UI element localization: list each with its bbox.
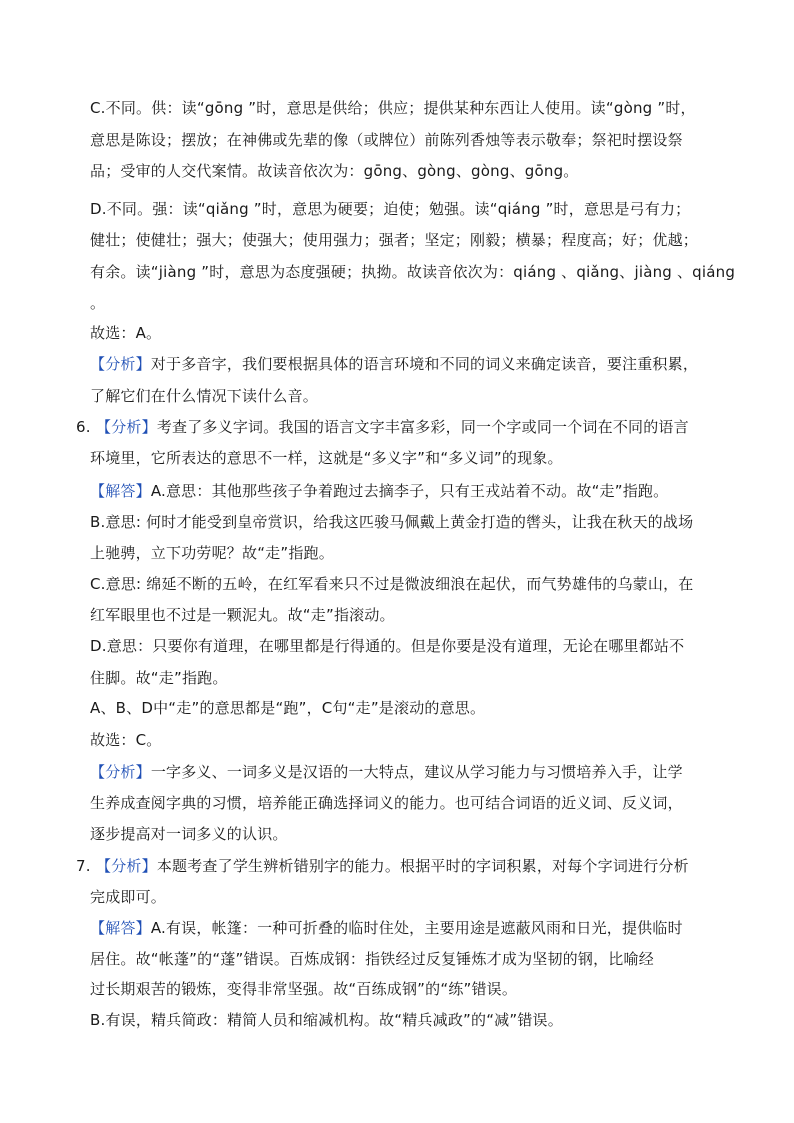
text-line	[90, 668, 228, 688]
line-text: 意思是陈设；摆放；在神佛或先辈的像（或牌位）前陈列香烛等表示敬奉；祭祀时摆设祭	[90, 131, 683, 149]
text-line	[90, 918, 683, 938]
section-tag: 【分析】	[90, 355, 151, 373]
question-number: 7.	[76, 857, 91, 875]
line-text: 了解它们在什么情况下读什么音。	[90, 387, 319, 405]
section-tag: 【分析】	[96, 418, 157, 436]
text-line	[96, 417, 689, 437]
line-text: A、B、D中“走”的意思都是“跑”，C句“走”是滚动的意思。	[90, 699, 486, 717]
text-line	[90, 730, 161, 750]
line-text: 红军眼里也不过是一颗泥丸。故“走”指滚动。	[90, 606, 395, 624]
text-line	[90, 386, 318, 406]
text-line	[90, 293, 105, 313]
line-text: D.不同。强：读“qiǎng ”时，意思为硬要；迫使；勉强。读“qiáng ”时，意思是弓有力；	[90, 200, 691, 218]
text-line	[90, 448, 563, 468]
text-line	[90, 199, 690, 219]
section-tag: 【分析】	[90, 763, 151, 781]
line-text: 故选：A。	[90, 324, 162, 342]
text-line	[90, 543, 334, 563]
line-text: 居住。故“帐蓬”的“蓬”错误。百炼成钢：指铁经过反复锤炼才成为坚韧的钢，比喻经	[90, 950, 654, 968]
text-line	[90, 262, 735, 282]
line-text: B.意思: 何时才能受到皇帝赏识，给我这匹骏马佩戴上黄金打造的辔头，让我在秋天的战场	[90, 513, 694, 531]
text-line	[90, 1010, 563, 1030]
line-text: D.意思：只要你有道理，在哪里都是行得通的。但是你要是没有道理，无论在哪里都站不	[90, 637, 685, 655]
line-text: 环境里，它所表达的意思不一样，这就是“多义字”和“多义词”的现象。	[90, 449, 563, 467]
text-line	[90, 698, 485, 718]
text-line	[90, 512, 693, 532]
text-line	[90, 887, 166, 907]
line-text: C.不同。供：读“gōng ”时，意思是供给；供应；提供某种东西让人使用。读“gòng ”时，	[90, 99, 696, 117]
line-text: 考查了多义字词。我国的语言文字丰富多彩，同一个字或同一个词在不同的语言	[156, 418, 689, 436]
text-line	[90, 949, 654, 969]
line-text: 生养成查阅字典的习惯，培养能正确选择词义的能力。也可结合词语的近义词、反义词，	[90, 794, 683, 812]
line-text: 品；受审的人交代案情。故读音依次为：gōng、gòng、gòng、gōng。	[90, 162, 579, 180]
line-text: 住脚。故“走”指跑。	[90, 669, 228, 687]
text-line	[90, 762, 683, 782]
text-line	[90, 793, 683, 813]
line-text: 故选：C。	[90, 731, 162, 749]
text-line	[96, 856, 689, 876]
line-text: 上驰骋，立下功劳呢？故“走”指跑。	[90, 544, 334, 562]
text-line	[90, 161, 579, 181]
line-text: 逐步提高对一词多义的认识。	[90, 825, 288, 843]
text-line	[90, 130, 683, 150]
line-text: 。	[90, 294, 106, 312]
line-text: 有余。读“jiàng ”时，意思为态度强硬；执拗。故读音依次为：qiáng 、qiǎng、jiàng 、qiáng	[90, 263, 736, 281]
line-text: 对于多音字，我们要根据具体的语言环境和不同的词义来确定读音，要注重积累，	[150, 355, 699, 373]
line-text: 过长期艰苦的锻炼，变得非常坚强。故“百练成钢”的“练”错误。	[90, 980, 518, 998]
text-line	[90, 574, 693, 594]
text-line	[90, 98, 696, 118]
line-text: 完成即可。	[90, 888, 167, 906]
text-line	[90, 323, 161, 343]
line-text: A.意思：其他那些孩子争着跑过去摘李子，只有王戎站着不动。故“走”指跑。	[150, 482, 669, 500]
section-tag: 【解答】	[90, 919, 151, 937]
text-line	[90, 824, 288, 844]
line-text: 本题考查了学生辨析错别字的能力。根据平时的字词积累，对每个字词进行分析	[156, 857, 689, 875]
line-text: A.有误，帐篷：一种可折叠的临时住处，主要用途是遮蔽风雨和日光，提供临时	[150, 919, 683, 937]
line-text: C.意思: 绵延不断的五岭，在红军看来只不过是微波细浪在起伏，而气势雄伟的乌蒙山，在	[90, 575, 694, 593]
line-text: 健壮；使健壮；强大；使强大；使用强力；强者；坚定；刚毅；横暴；程度高；好；优越；	[90, 231, 699, 249]
line-text: 一字多义、一词多义是汉语的一大特点，建议从学习能力与习惯培养入手，让学	[150, 763, 683, 781]
text-line	[90, 354, 698, 374]
question-number: 6.	[76, 418, 91, 436]
text-line	[90, 230, 698, 250]
text-line	[90, 481, 668, 501]
section-tag: 【解答】	[90, 482, 151, 500]
text-line	[90, 636, 684, 656]
text-line	[90, 605, 395, 625]
line-text: B.有误，精兵简政：精简人员和缩减机构。故“精兵减政”的“减”错误。	[90, 1011, 563, 1029]
text-line	[90, 979, 517, 999]
section-tag: 【分析】	[96, 857, 157, 875]
